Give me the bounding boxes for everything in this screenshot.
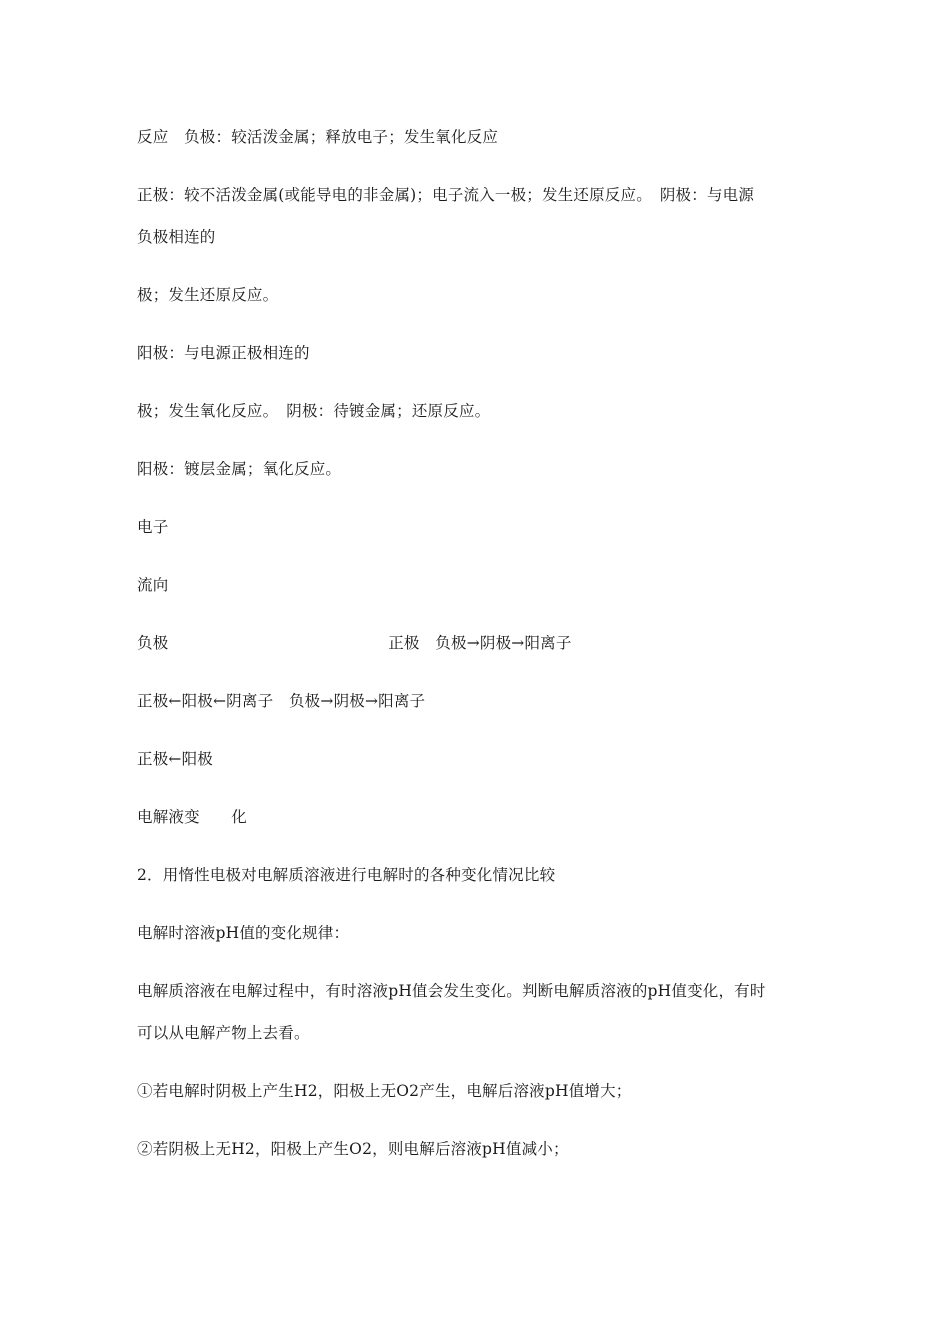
text-line-reduction: 极；发生还原反应。 [137, 286, 279, 304]
text-line-direction: 流向 [137, 576, 169, 594]
text-line-ph-intro-cont: 可以从电解产物上去看。 [137, 1024, 310, 1042]
list-item-1: ①若电解时阴极上产生H2，阳极上无O2产生，电解后溶液pH值增大； [137, 1082, 632, 1100]
text-line-electron: 电子 [137, 518, 169, 536]
text-line-positive-electrode: 正极：较不活泼金属(或能导电的非金属)；电子流入一极；发生还原反应。 阴极：与电源 [137, 186, 755, 204]
text-line-flow-1: 负极 正极 负极→阴极→阳离子 [137, 634, 572, 652]
text-line-ph-rule: 电解时溶液pH值的变化规律： [137, 924, 350, 942]
section-heading-2: 2．用惰性电极对电解质溶液进行电解时的各种变化情况比较 [137, 866, 556, 884]
text-line-anode-plating: 阳极：镀层金属；氧化反应。 [137, 460, 342, 478]
text-line-flow-3: 正极←阳极 [137, 750, 213, 768]
text-line-anode-connected: 阳极：与电源正极相连的 [137, 344, 310, 362]
text-line-negative-connected: 负极相连的 [137, 228, 216, 246]
text-line-reaction: 反应 负极：较活泼金属；释放电子；发生氧化反应 [137, 128, 499, 146]
text-line-electrolyte-change: 电解液变 化 [137, 808, 247, 826]
list-item-2: ②若阴极上无H2，阳极上产生O2，则电解后溶液pH值减小； [137, 1140, 569, 1158]
text-line-ph-intro: 电解质溶液在电解过程中，有时溶液pH值会发生变化。判断电解质溶液的pH值变化，有时 [137, 982, 766, 1000]
text-line-flow-2: 正极←阳极←阴离子 负极→阴极→阳离子 [137, 692, 426, 710]
text-line-oxidation-cathode: 极；发生氧化反应。 阴极：待镀金属；还原反应。 [137, 402, 491, 420]
